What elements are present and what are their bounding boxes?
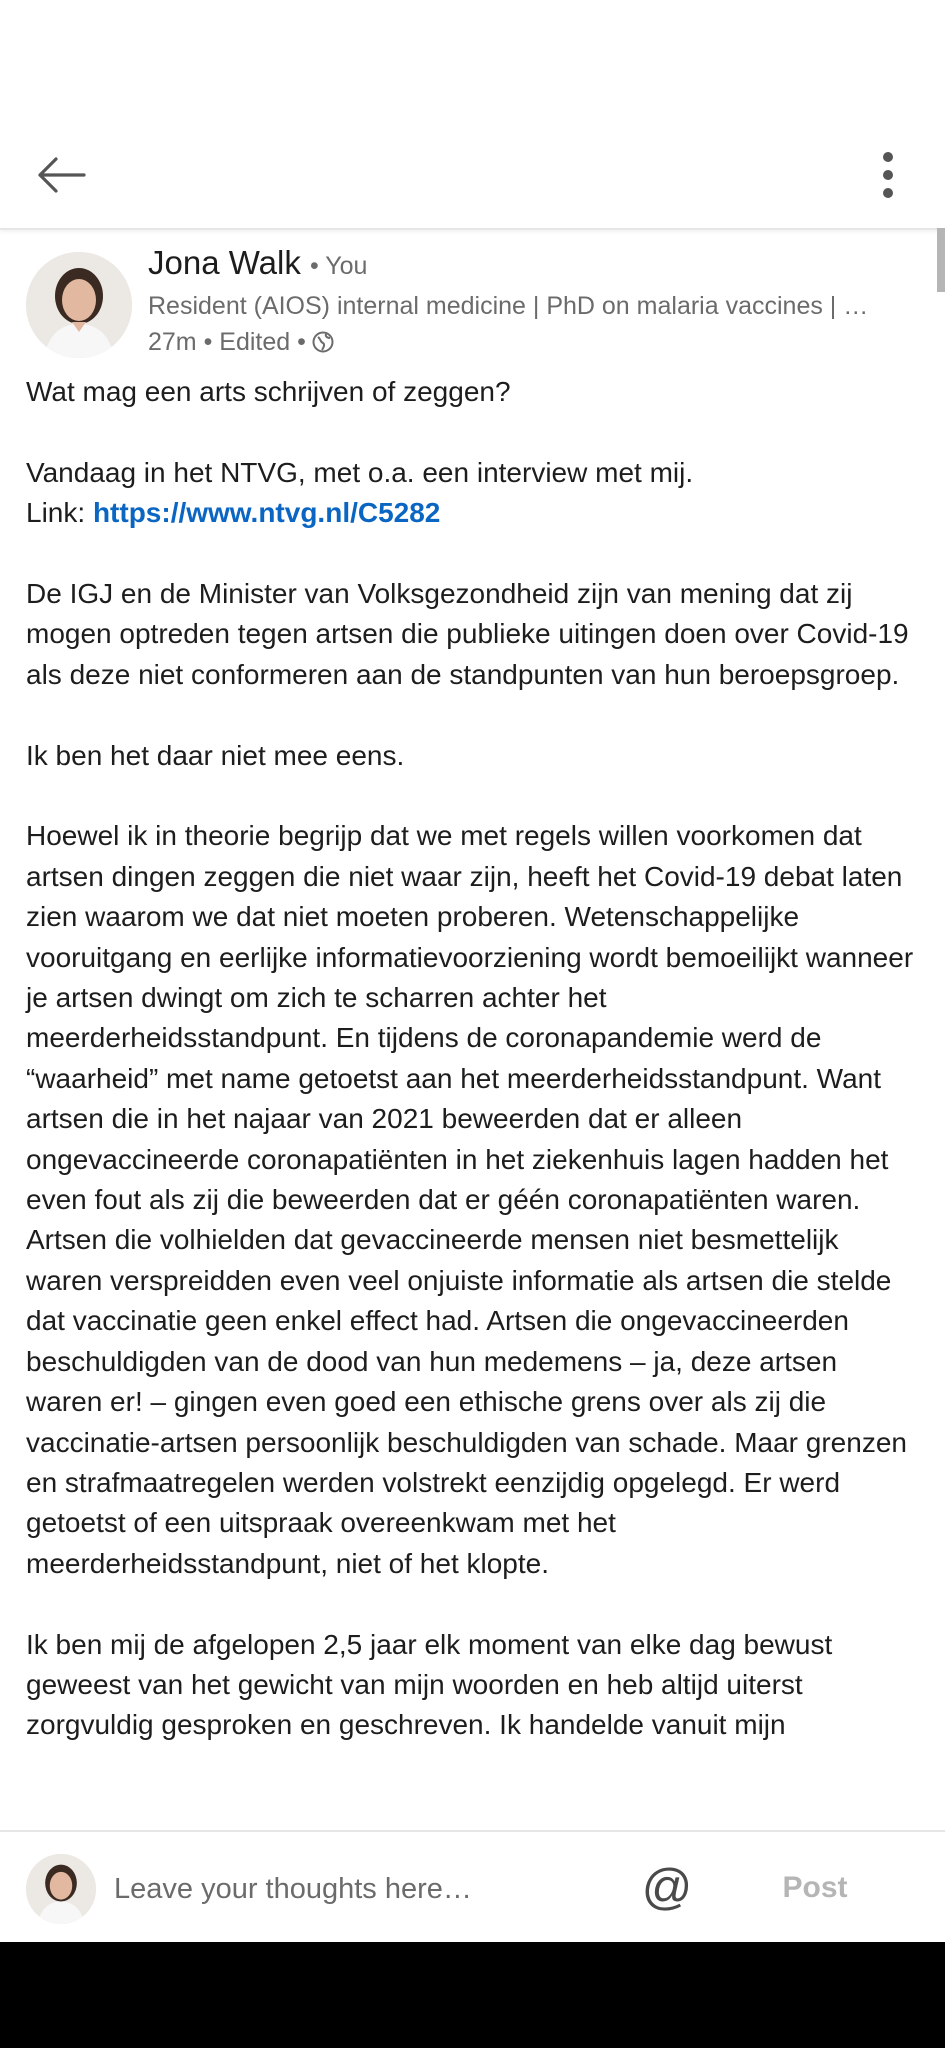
- commenter-avatar: [26, 1854, 96, 1924]
- person-avatar-icon: [26, 1854, 96, 1924]
- globe-icon: [312, 331, 334, 353]
- arrow-left-icon: [36, 155, 86, 195]
- post-paragraph-5: Hoewel ik in theorie begrijp dat we met regels willen voorkomen dat artsen dingen zeggen die niet waar zijn, heeft het Covid-19 debat laten zien waarom we dat niet moeten proberen. Wetenschappelijke vooruitgang en eerlijke informatievoorziening wordt bemoeilijkt wanneer je artsen dwingt om zich te scharren achter het meerderheidsstandpunt. En tijdens de coronapandemie werd de “waarheid” met name getoetst aan het meerderheidsstandpunt. Want artsen die in het najaar van 2021 beweerden dat er alleen ongevaccineerde coronapatiënten in het ziekenhuis lagen hadden het even fout als zij die beweerden dat er géén coronapatiënten waren. Artsen die volhielden dat gevaccineerde mensen niet besmettelijk waren verspreidden even veel onjuiste informatie als artsen die stelde dat vaccinatie geen enkel effect had. Artsen die ongevaccineerden beschuldigden van de dood van hun medemens – ja, deze artsen waren er! – gingen even goed een ethische grens over als zij die vaccinatie-artsen persoonlijk beschuldigden van schade. Maar grenzen en strafmaatregelen werden volstrekt eenzijdig opgelegd. Er werd getoetst of een uitspraak overeenkwam met het meerderheidsstandpunt, niet of het klopte.: [26, 820, 914, 1579]
- post-meta: [148, 325, 908, 359]
- post-comment-button[interactable]: Post: [782, 1871, 848, 1904]
- author-info: [148, 242, 908, 359]
- more-options-button[interactable]: [853, 140, 923, 210]
- mention-button[interactable]: @: [641, 1859, 693, 1915]
- ntvg-link[interactable]: https://www.ntvg.nl/C5282: [92, 497, 441, 529]
- author-header: [26, 242, 906, 356]
- post-paragraph-1: Wat mag een arts schrijven of zeggen?: [26, 376, 511, 407]
- author-name-line: [148, 242, 908, 287]
- system-navigation-bar: [0, 1942, 945, 2048]
- top-app-bar: [0, 120, 945, 230]
- post-paragraph-2-text: Vandaag in het NTVG, met o.a. een interview met mij.: [26, 456, 694, 488]
- post-body: [26, 372, 916, 1746]
- author-name[interactable]: Jona Walk: [148, 244, 301, 281]
- person-avatar-icon: [26, 252, 132, 358]
- vertical-ellipsis-icon: [881, 151, 895, 199]
- link-label: Link:: [26, 497, 93, 529]
- you-badge: • You: [310, 252, 368, 280]
- author-headline: Resident (AIOS) internal medicine | PhD on malaria vaccines | …: [148, 292, 869, 320]
- post-timestamp: 27m • Edited •: [148, 328, 306, 356]
- status-bar: [0, 0, 945, 120]
- comment-composer: [0, 1830, 945, 1944]
- post-paragraph-3: De IGJ en de Minister van Volksgezondheid zijn van mening dat zij mogen optreden tegen artsen die publieke uitingen doen over Covid-19 als deze niet conformeren aan de standpunten van hun beroepsgroep.: [26, 578, 909, 690]
- author-avatar[interactable]: [26, 252, 132, 358]
- post-paragraph-2: [26, 453, 916, 534]
- back-button[interactable]: [26, 140, 96, 210]
- post-paragraph-6: Ik ben mij de afgelopen 2,5 jaar elk moment van elke dag bewust geweest van het gewicht van mijn woorden en heb altijd uiterst zorgvuldig gesproken en geschreven. Ik handelde vanuit mijn: [26, 1628, 833, 1741]
- post-paragraph-4: Ik ben het daar niet mee eens.: [26, 739, 405, 771]
- post-detail: [0, 230, 945, 1830]
- comment-input[interactable]: [112, 1858, 616, 1920]
